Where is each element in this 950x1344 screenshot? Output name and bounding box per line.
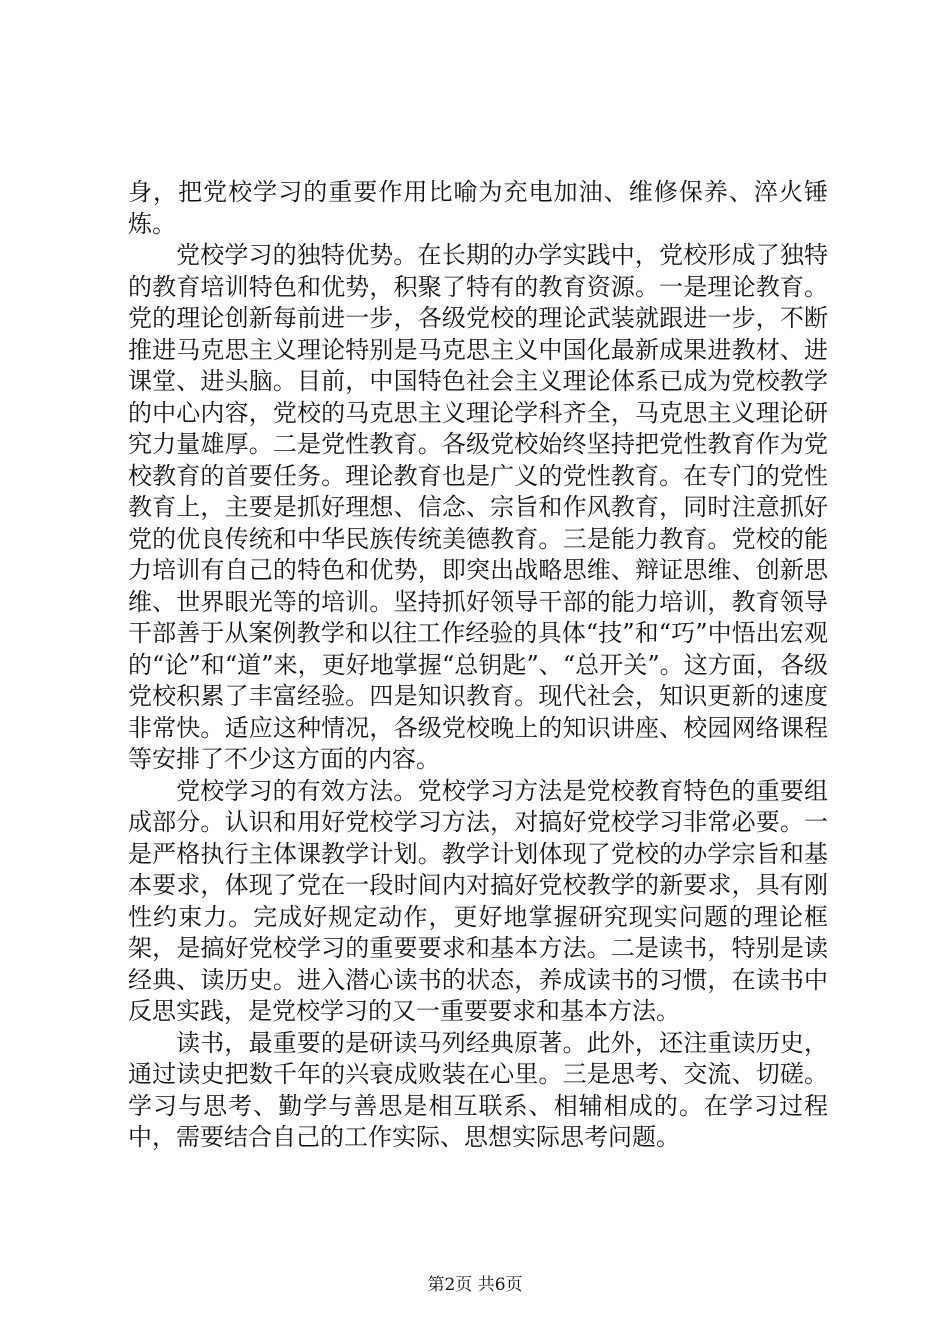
page-number: 第2页 共6页: [427, 1275, 523, 1295]
document-body: [128, 177, 828, 1154]
paragraph-unique-advantages: 党校学习的独特优势。在长期的办学实践中，党校形成了独特的教育培训特色和优势，积聚了特有的教育资源。一是理论教育。党的理论创新每前进一步，各级党校的理论武装就跟进一步，不断推进马克思主义理论特别是马克思主义中国化最新成果进教材、进课堂、进头脑。目前，中国特色社会主义理论体系已成为党校教学的中心内容，党校的马克思主义理论学科齐全，马克思主义理论研究力量雄厚。二是党性教育。各级党校始终坚持把党性教育作为党校教育的首要任务。理论教育也是广义的党性教育。在专门的党性教育上，主要是抓好理想、信念、宗旨和作风教育，同时注意抓好党的优良传统和中华民族传统美德教育。三是能力教育。党校的能力培训有自己的特色和优势，即突出战略思维、辩证思维、创新思维、世界眼光等的培训。坚持抓好领导干部的能力培训，教育领导干部善于从案例教学和以往工作经验的具体“技”和“巧”中悟出宏观的“论”和“道”来，更好地掌握“总钥匙”、“总开关”。这方面，各级党校积累了丰富经验。四是知识教育。现代社会，知识更新的速度非常快。适应这种情况，各级党校晚上的知识讲座、校园网络课程等安排了不少这方面的内容。: [128, 241, 828, 773]
paragraph-continuation: 身，把党校学习的重要作用比喻为充电加油、维修保养、淬火锤炼。: [128, 178, 828, 238]
paragraph-reading: 读书，最重要的是研读马列经典原著。此外，还注重读历史，通过读史把数千年的兴衰成败装在心里。三是思考、交流、切磋。学习与思考、勤学与善思是相互联系、相辅相成的。在学习过程中，需要结合自己的工作实际、思想实际思考问题。: [128, 1028, 828, 1151]
paragraph-effective-methods: 党校学习的有效方法。党校学习方法是党校教育特色的重要组成部分。认识和用好党校学习方法，对搞好党校学习非常必要。一是严格执行主体课教学计划。教学计划体现了党校的办学宗旨和基本要求，体现了党在一段时间内对搞好党校教学的新要求，具有刚性约束力。完成好规定动作，更好地掌握研究现实问题的理论框架，是搞好党校学习的重要要求和基本方法。二是读书，特别是读经典、读历史。进入潜心读书的状态，养成读书的习惯，在读书中反思实践，是党校学习的又一重要要求和基本方法。: [128, 776, 828, 1025]
